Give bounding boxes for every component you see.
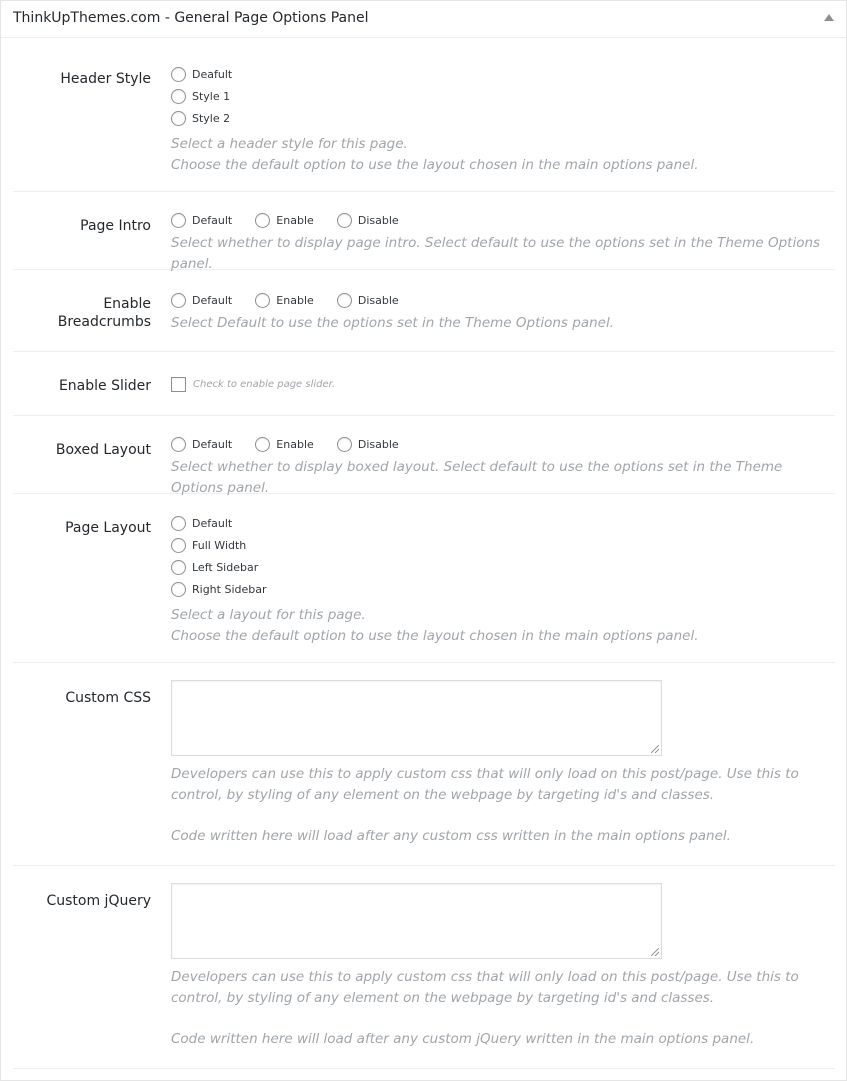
panel-title: ThinkUpThemes.com - General Page Options Panel: [13, 10, 369, 26]
page-layout-label: Page Layout: [65, 520, 151, 536]
breadcrumbs-desc: Select Default to use the options set in the Theme Options panel.: [171, 314, 614, 331]
radio-circle-icon[interactable]: [171, 437, 186, 452]
breadcrumbs-label-line2: Breadcrumbs: [57, 314, 151, 330]
radio-circle-icon[interactable]: [171, 111, 186, 126]
boxed-layout-label: Boxed Layout: [55, 442, 151, 458]
boxed-layout-option-enable[interactable]: [255, 433, 313, 455]
resize-grip-icon[interactable]: [651, 948, 659, 956]
page-layout-option-full-width[interactable]: [171, 534, 835, 556]
row-breadcrumbs: [13, 270, 835, 352]
option-label: Disable: [357, 213, 399, 227]
option-label: Default: [192, 516, 233, 530]
radio-circle-icon[interactable]: [337, 293, 352, 308]
option-label: Right Sidebar: [192, 582, 267, 596]
custom-jquery-label: Custom jQuery: [46, 893, 151, 909]
row-boxed-layout: [13, 416, 835, 494]
option-label: Disable: [357, 293, 399, 307]
header-style-desc-2: Choose the default option to use the layout chosen in the main options panel.: [171, 157, 699, 173]
boxed-layout-desc: Select whether to display boxed layout. Select default to use the options set in the Theme Options panel.: [171, 458, 783, 496]
custom-css-field: [171, 680, 835, 847]
row-custom-css: [13, 663, 835, 866]
page-intro-label: Page Intro: [80, 218, 151, 234]
radio-circle-icon[interactable]: [337, 437, 352, 452]
radio-circle-icon[interactable]: [337, 213, 352, 228]
slider-checkbox[interactable]: [171, 377, 186, 392]
option-label: Style 2: [192, 111, 231, 125]
slider-checkbox-text: Check to enable page slider.: [193, 378, 336, 390]
breadcrumbs-option-enable[interactable]: [255, 289, 313, 311]
page-layout-desc-1: Select a layout for this page.: [171, 607, 366, 623]
custom-css-desc-2: Code written here will load after any custom css written in the main options panel.: [171, 828, 731, 844]
page-intro-desc: Select whether to display page intro. Select default to use the options set in the Theme Options panel.: [171, 234, 821, 272]
page-intro-field: [171, 209, 835, 275]
header-style-desc-1: Select a header style for this page.: [171, 136, 408, 152]
page-intro-option-disable[interactable]: [337, 209, 399, 231]
custom-css-textarea[interactable]: [171, 680, 662, 756]
page-layout-field: [171, 512, 835, 647]
radio-circle-icon[interactable]: [171, 293, 186, 308]
breadcrumbs-label-line1: Enable: [103, 296, 151, 312]
slider-field: [171, 373, 835, 395]
custom-jquery-desc-1: Developers can use this to apply custom css that will only load on this post/page. Use this to control, by styling of any element on the webpage by targeting id's and classes.: [171, 969, 799, 1006]
header-style-field: [171, 63, 835, 176]
page-layout-desc-2: Choose the default option to use the layout chosen in the main options panel.: [171, 628, 699, 644]
page-layout-option-right-sidebar[interactable]: [171, 578, 835, 600]
collapse-toggle-icon[interactable]: [824, 14, 834, 21]
breadcrumbs-option-default[interactable]: [171, 289, 232, 311]
option-label: Enable: [276, 293, 314, 307]
custom-jquery-desc-2: Code written here will load after any custom jQuery written in the main options panel.: [171, 1031, 755, 1047]
options-rows: [13, 38, 835, 1069]
radio-circle-icon[interactable]: [255, 293, 270, 308]
breadcrumbs-option-disable[interactable]: [337, 289, 399, 311]
boxed-layout-options: [171, 433, 835, 456]
page-intro-option-default[interactable]: [171, 209, 232, 231]
boxed-layout-option-default[interactable]: [171, 433, 232, 455]
radio-circle-icon[interactable]: [255, 213, 270, 228]
option-label: Full Width: [192, 538, 247, 552]
radio-circle-icon[interactable]: [171, 67, 186, 82]
boxed-layout-field: [171, 433, 835, 499]
option-label: Disable: [357, 437, 399, 451]
radio-circle-icon[interactable]: [255, 437, 270, 452]
row-header-style: [13, 38, 835, 192]
page-layout-option-left-sidebar[interactable]: [171, 556, 835, 578]
option-label: Style 1: [192, 89, 231, 103]
row-slider: [13, 352, 835, 416]
row-page-intro: [13, 192, 835, 270]
row-page-layout: [13, 494, 835, 663]
breadcrumbs-label: [13, 295, 151, 331]
option-label: Default: [192, 293, 233, 307]
option-label: Left Sidebar: [192, 560, 259, 574]
header-style-label: Header Style: [60, 71, 151, 87]
option-label: Enable: [276, 437, 314, 451]
resize-grip-icon[interactable]: [651, 745, 659, 753]
radio-circle-icon[interactable]: [171, 516, 186, 531]
radio-circle-icon[interactable]: [171, 213, 186, 228]
custom-jquery-textarea[interactable]: [171, 883, 662, 959]
radio-circle-icon[interactable]: [171, 538, 186, 553]
radio-circle-icon[interactable]: [171, 582, 186, 597]
header-style-option-style2[interactable]: [171, 107, 835, 129]
header-style-option-default[interactable]: [171, 63, 835, 85]
page-intro-options: [171, 209, 835, 232]
panel-header[interactable]: [1, 1, 846, 38]
slider-checkbox-wrap[interactable]: [171, 373, 835, 395]
radio-circle-icon[interactable]: [171, 560, 186, 575]
slider-label: Enable Slider: [58, 378, 151, 394]
page-layout-option-default[interactable]: [171, 512, 835, 534]
option-label: Default: [192, 213, 233, 227]
custom-css-desc-1: Developers can use this to apply custom css that will only load on this post/page. Use this to control, by styling of any element on the webpage by targeting id's and classes.: [171, 766, 799, 803]
boxed-layout-option-disable[interactable]: [337, 433, 399, 455]
option-label: Default: [192, 437, 233, 451]
header-style-option-style1[interactable]: [171, 85, 835, 107]
breadcrumbs-field: [171, 289, 835, 334]
custom-jquery-field: [171, 883, 835, 1050]
breadcrumbs-options: [171, 289, 835, 312]
custom-css-label: Custom CSS: [65, 690, 151, 706]
row-custom-jquery: [13, 866, 835, 1069]
radio-circle-icon[interactable]: [171, 89, 186, 104]
option-label: Deafult: [192, 67, 233, 81]
page-intro-option-enable[interactable]: [255, 209, 313, 231]
option-label: Enable: [276, 213, 314, 227]
